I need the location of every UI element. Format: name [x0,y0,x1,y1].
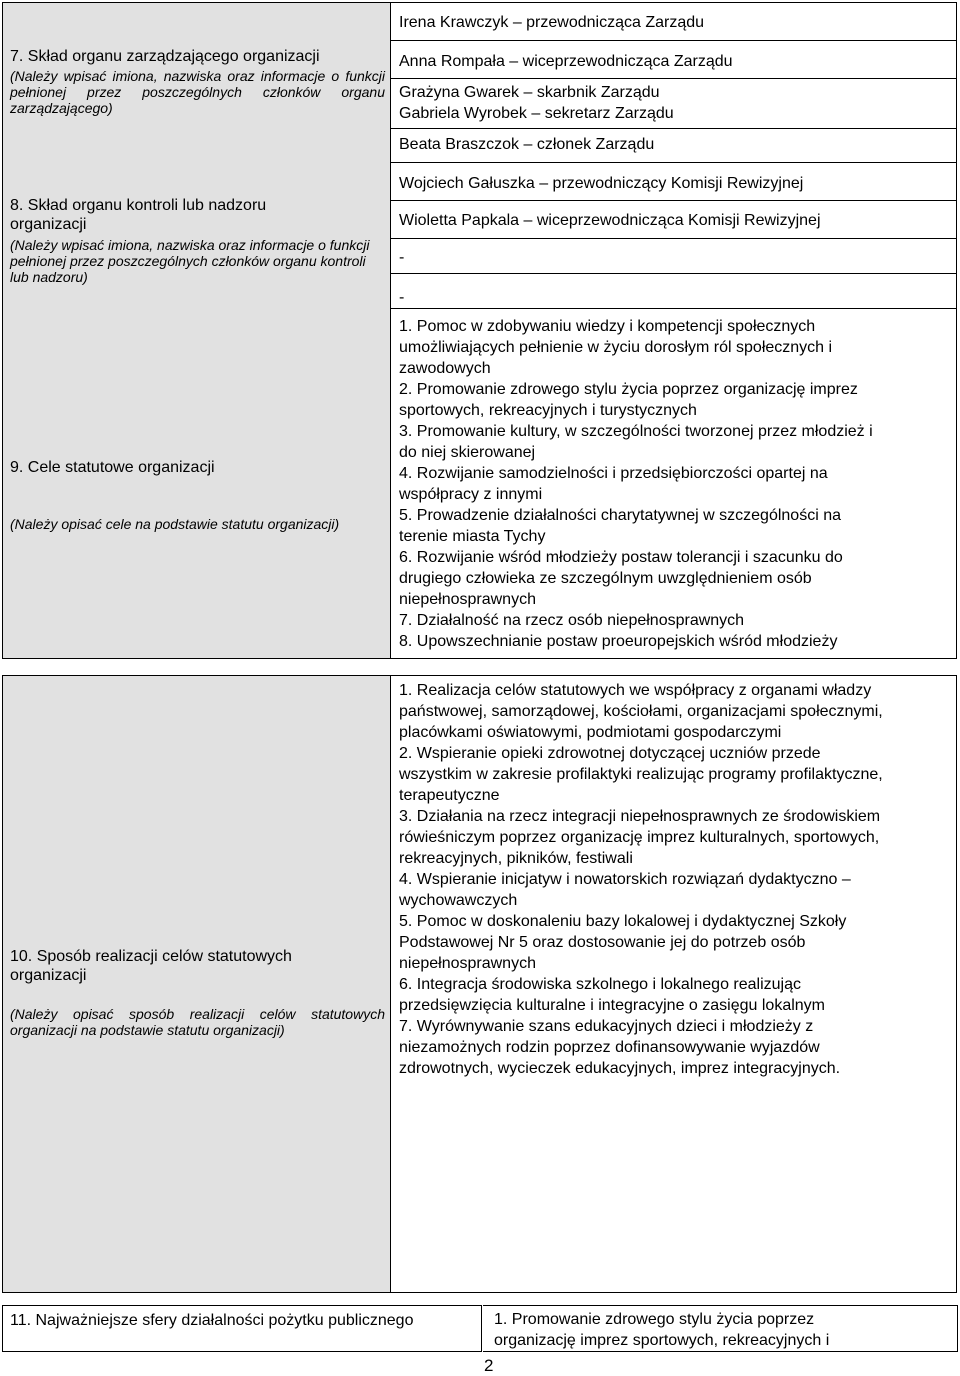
section7-hint: (Należy wpisać imiona, nazwiska oraz informacje o funkcji pełnionej przez poszczególnych członków organu zarządzającego) [10,68,385,116]
section8-member: Wioletta Papkala – wiceprzewodnicząca Komisji Rewizyjnej [399,212,821,229]
section11-content-top-border [483,1305,957,1306]
row-divider [390,238,957,239]
page-number: 2 [484,1356,494,1375]
section8-member: Wojciech Gałuszka – przewodniczący Komisji Rewizyjnej [399,175,804,192]
section7-member: Anna Rompała – wiceprzewodnicząca Zarządu [399,53,733,70]
column-divider [390,2,391,659]
section7-member: Beata Braszczok – członek Zarządu [399,136,655,153]
row-divider [390,78,957,79]
section8-member: - [399,289,405,306]
section11-heading: 11. Najważniejsze sfery działalności pożytku publicznego [10,1312,414,1329]
row-divider [390,308,957,309]
section8-member: - [399,249,405,266]
section7-member: Irena Krawczyk – przewodnicząca Zarządu [399,14,705,31]
section11-content-bottom-border [483,1351,957,1352]
section9-goals: 1. Pomoc w zdobywaniu wiedzy i kompetencji społecznych umożliwiających pełnienie w życiu dorosłym ról społecznych i zawodowych 2. Promowanie zdrowego stylu życia poprzez organizację imprez sportowych, rekreacyjnych i turystycznych 3. Promowanie kultury, w szczególności tworzonej przez młodzież i do niej skierowanej 4. Rozwijanie samodzielności i przedsiębiorczości opartej na współpracy z innymi 5. Prowadzenie działalności charytatywnej w szczególności na terenie miasta Tychy 6. Rozwijanie wśród młodzieży postaw tolerancji i szacunku do drugiego człowieka ze szczególnym uwzględnieniem osób niepełnosprawnych 7. Działalność na rzecz osób niepełnosprawnych 8. Upowszechnianie postaw proeuropejskich wśród młodzieży [399,318,873,650]
row-divider [390,200,957,201]
row-divider [390,273,957,274]
column-divider [390,675,391,1293]
section9-heading: 9. Cele statutowe organizacji [10,459,215,476]
section10-heading: 10. Sposób realizacji celów statutowych organizacji [10,948,292,984]
section8-hint: (Należy wpisać imiona, nazwiska oraz informacje o funkcji pełnionej przez poszczególnych członków organu kontroli lub nadzoru) [10,237,370,285]
section7-member: Grażyna Gwarek – skarbnik Zarządu [399,84,660,101]
section11-content-right-border [957,1305,958,1352]
row-divider [390,162,957,163]
section10-methods: 1. Realizacja celów statutowych we współpracy z organami władzy państwowej, samorządowej, kościołami, organizacjami społecznymi, placówkami oświatowymi, podmiotami gospodarczymi 2. Wspieranie opieki zdrowotnej dotyczącej uczniów przede wszystkim w zakresie profilaktyki realizując programy profilaktyczne, terapeutyczne 3. Działania na rzecz integracji niepełnosprawnych ze środowiskiem rówieśniczym poprzez organizację imprez kulturalnych, sportowych, rekreacyjnych, pikników, festiwali 4. Wspieranie inicjatyw i nowatorskich rozwiązań dydaktyczno – wychowawczych 5. Pomoc w doskonaleniu bazy lokalowej i dydaktycznej Szkoły Podstawowej Nr 5 oraz dostosowanie jej do potrzeb osób niepełnosprawnych 6. Integracja środowiska szkolnego i lokalnego realizując przedsięwzięcia kulturalne i integracyjne o zasięgu lokalnym 7. Wyrównywanie szans edukacyjnych dzieci i młodzieży z niezamożnych rodzin poprzez dofinansowywanie wyjazdów zdrowotnych, wycieczek edukacyjnych, imprez integracyjnych. [399,682,883,1077]
section7-heading: 7. Skład organu zarządzającego organizacji [10,48,320,65]
section7-member: Gabriela Wyrobek – sekretarz Zarządu [399,105,674,122]
section10-hint: (Należy opisać sposób realizacji celów statutowych organizacji na podstawie statutu organizacji) [10,1006,385,1038]
section9-hint: (Należy opisać cele na podstawie statutu organizacji) [10,516,340,532]
section11-content: 1. Promowanie zdrowego stylu życia poprzez organizację imprez sportowych, rekreacyjnych i [494,1311,830,1349]
row-divider [390,40,957,41]
section8-heading: 8. Skład organu kontroli lub nadzoru organizacji [10,197,267,233]
row-divider [390,128,957,129]
